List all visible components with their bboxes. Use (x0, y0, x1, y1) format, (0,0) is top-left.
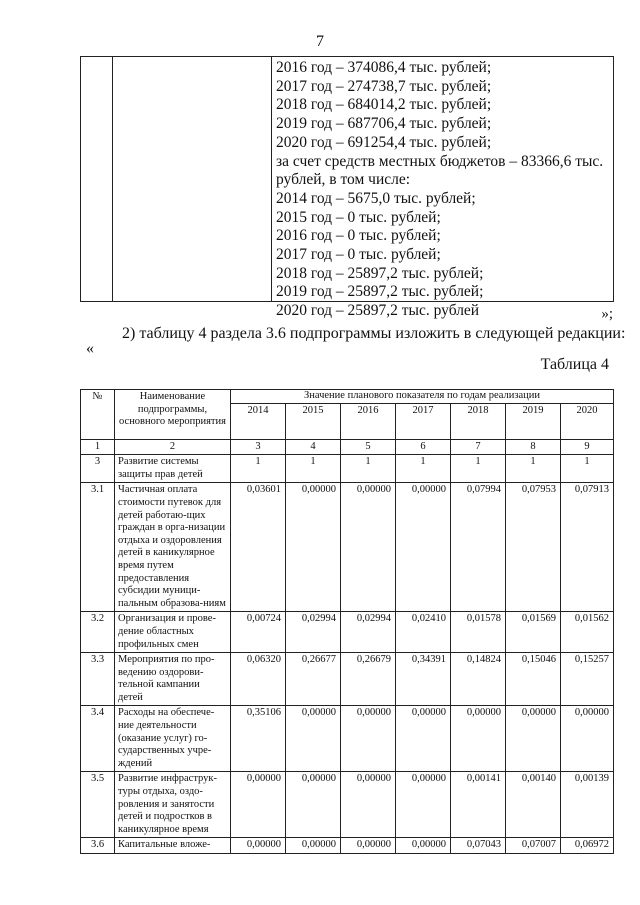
row-value: 0,00139 (561, 772, 614, 838)
column-number: 1 (81, 439, 115, 455)
header-year: 2020 (561, 403, 614, 439)
funding-line: 2020 год – 25897,2 тыс. рублей (276, 302, 480, 320)
row-value: 0,26679 (341, 653, 396, 706)
row-value: 0,07007 (506, 838, 561, 854)
row-value: 0,02994 (286, 612, 341, 653)
row-value: 1 (231, 455, 286, 483)
row-value: 1 (286, 455, 341, 483)
row-number: 3.2 (81, 612, 115, 653)
row-value: 0,00000 (286, 772, 341, 838)
funding-line: 2020 год – 691254,4 тыс. рублей; (276, 133, 492, 151)
header-year: 2019 (506, 403, 561, 439)
header-num: № (81, 390, 115, 440)
row-name: Развитие инфраструк-туры отдыха, оздо-ровления и занятости детей и подростков в каникулярное время (115, 772, 231, 838)
column-number: 3 (231, 439, 286, 455)
funding-lines (276, 59, 609, 321)
row-value: 0,00000 (396, 706, 451, 772)
table-row (81, 612, 614, 653)
row-value: 0,00000 (286, 838, 341, 854)
row-value: 0,00000 (506, 706, 561, 772)
row-value: 0,02410 (396, 612, 451, 653)
closing-quote: »; (601, 306, 613, 322)
funding-line: 2018 год – 684014,2 тыс. рублей; (276, 96, 492, 114)
section-paragraph: 2) таблицу 4 раздела 3.6 подпрограммы изложить в следующей редакции: (122, 325, 626, 342)
funding-line: 2014 год – 5675,0 тыс. рублей; (276, 189, 476, 207)
row-value: 0,07994 (451, 483, 506, 612)
header-year: 2015 (286, 403, 341, 439)
table-row (81, 838, 614, 854)
row-value: 0,34391 (396, 653, 451, 706)
row-value: 0,07913 (561, 483, 614, 612)
header-year: 2018 (451, 403, 506, 439)
row-value: 0,00000 (341, 706, 396, 772)
row-name: Частичная оплата стоимости путевок для детей работаю-щих граждан в орга-низации отдыха и оздоровления детей в каникулярное время путем предоставления субсидии муници-пальным образова-ниям (115, 483, 231, 612)
row-value: 0,01562 (561, 612, 614, 653)
row-value: 0,06320 (231, 653, 286, 706)
column-number: 7 (451, 439, 506, 455)
table-row (81, 483, 614, 612)
row-value: 0,00000 (286, 483, 341, 612)
column-number: 2 (115, 439, 231, 455)
row-number: 3 (81, 455, 115, 483)
row-value: 0,15257 (561, 653, 614, 706)
table-row (81, 706, 614, 772)
continuation-table (80, 56, 614, 320)
row-value: 0,14824 (451, 653, 506, 706)
funding-line: 2016 год – 374086,4 тыс. рублей; (276, 59, 492, 76)
column-number: 6 (396, 439, 451, 455)
row-value: 0,00724 (231, 612, 286, 653)
funding-line: рублей, в том числе: (276, 171, 411, 189)
row-value: 0,00000 (341, 838, 396, 854)
opening-quote: « (86, 340, 94, 357)
row-value: 0,00000 (396, 483, 451, 612)
column-number: 5 (341, 439, 396, 455)
column-divider (271, 57, 272, 301)
column-number: 9 (561, 439, 614, 455)
header-year: 2017 (396, 403, 451, 439)
column-number-row (81, 439, 614, 455)
indicators-table (80, 389, 614, 854)
row-value: 0,00141 (451, 772, 506, 838)
row-value: 0,00000 (231, 772, 286, 838)
funding-line: за счет средств местных бюджетов – 83366,6 тыс. (276, 152, 604, 170)
row-value: 1 (451, 455, 506, 483)
row-value: 0,00000 (396, 772, 451, 838)
row-name: Развитие системы защиты прав детей (115, 455, 231, 483)
row-number: 3.4 (81, 706, 115, 772)
row-value: 0,35106 (231, 706, 286, 772)
row-value: 0,00000 (396, 838, 451, 854)
row-value: 0,07953 (506, 483, 561, 612)
funding-line: 2017 год – 0 тыс. рублей; (276, 246, 441, 264)
table-row (81, 772, 614, 838)
row-value: 0,00000 (341, 483, 396, 612)
funding-line: 2016 год – 0 тыс. рублей; (276, 227, 441, 245)
row-value: 1 (561, 455, 614, 483)
row-value: 0,03601 (231, 483, 286, 612)
row-number: 3.6 (81, 838, 115, 854)
row-value: 0,06972 (561, 838, 614, 854)
row-value: 0,00000 (231, 838, 286, 854)
row-value: 0,00000 (286, 706, 341, 772)
header-name: Наименование подпрограммы, основного мероприятия (115, 390, 231, 440)
table-row (81, 455, 614, 483)
funding-line: 2018 год – 25897,2 тыс. рублей; (276, 264, 484, 282)
row-value: 0,01578 (451, 612, 506, 653)
row-name: Организация и прове-дение областных профильных смен (115, 612, 231, 653)
row-number: 3.5 (81, 772, 115, 838)
table-caption: Таблица 4 (540, 356, 609, 373)
column-divider (112, 57, 113, 301)
row-value: 0,00000 (561, 706, 614, 772)
row-value: 0,15046 (506, 653, 561, 706)
row-number: 3.3 (81, 653, 115, 706)
row-value: 1 (341, 455, 396, 483)
header-row (81, 390, 614, 404)
row-name: Мероприятия по про-ведению оздорови-тельной кампании детей (115, 653, 231, 706)
funding-line: 2017 год – 274738,7 тыс. рублей; (276, 77, 492, 95)
row-value: 0,00140 (506, 772, 561, 838)
row-name: Расходы на обеспече-ние деятельности (оказание услуг) го-сударственных учре-ждений (115, 706, 231, 772)
header-year: 2014 (231, 403, 286, 439)
header-year: 2016 (341, 403, 396, 439)
row-value: 0,00000 (341, 772, 396, 838)
funding-line: 2019 год – 25897,2 тыс. рублей; (276, 283, 484, 301)
row-value: 1 (396, 455, 451, 483)
table-row (81, 653, 614, 706)
row-value: 1 (506, 455, 561, 483)
row-value: 0,26677 (286, 653, 341, 706)
column-number: 8 (506, 439, 561, 455)
header-values-group: Значение планового показателя по годам реализации (231, 390, 614, 404)
row-value: 0,01569 (506, 612, 561, 653)
column-number: 4 (286, 439, 341, 455)
funding-line: 2019 год – 687706,4 тыс. рублей; (276, 115, 492, 133)
row-value: 0,07043 (451, 838, 506, 854)
page-number: 7 (316, 33, 324, 50)
funding-line: 2015 год – 0 тыс. рублей; (276, 208, 441, 226)
row-value: 0,00000 (451, 706, 506, 772)
row-value: 0,02994 (341, 612, 396, 653)
row-number: 3.1 (81, 483, 115, 612)
row-name: Капитальные вложе- (115, 838, 231, 854)
